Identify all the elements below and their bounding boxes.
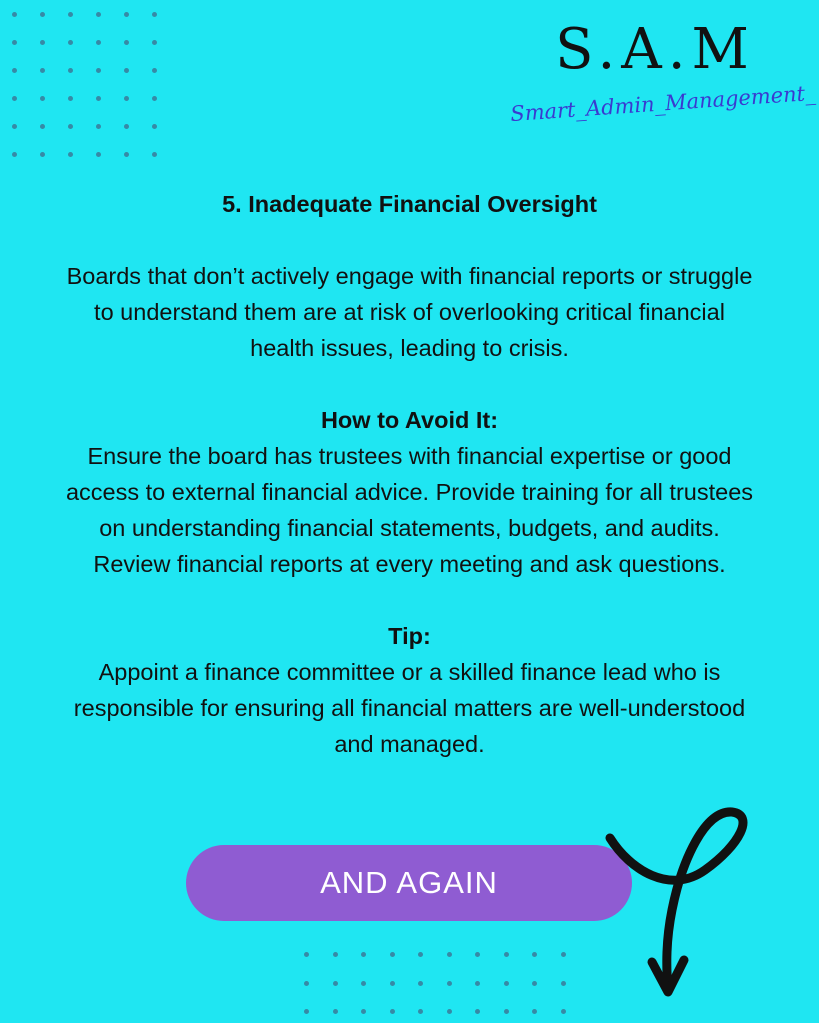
decor-dot <box>390 1009 395 1014</box>
decor-dot <box>68 40 73 45</box>
decor-dot <box>68 124 73 129</box>
decor-dot <box>124 40 129 45</box>
decor-dot <box>152 12 157 17</box>
decor-dot <box>390 981 395 986</box>
intro-paragraph: Boards that don’t actively engage with financial reports or struggle to understand them are at risk of overlooking critical financial health issues, leading to crisis. <box>66 263 753 361</box>
decor-dot <box>475 952 480 957</box>
decor-dot <box>40 96 45 101</box>
decor-dot <box>361 952 366 957</box>
avoid-paragraph: Ensure the board has trustees with financial expertise or good access to external financial advice. Provide training for all trustees on understanding financial statements, budgets, and audits. Review financial reports at every meeting and ask questions. <box>65 443 754 577</box>
decor-dot <box>96 152 101 157</box>
decor-dot <box>68 12 73 17</box>
decor-dot <box>12 12 17 17</box>
decor-dot <box>447 981 452 986</box>
decor-dot <box>96 68 101 73</box>
decor-dot <box>96 96 101 101</box>
avoid-heading: How to Avoid It: <box>320 407 499 433</box>
decor-dot <box>40 40 45 45</box>
decor-dot <box>40 124 45 129</box>
decor-dot <box>40 152 45 157</box>
decor-dot <box>333 981 338 986</box>
logo-wordmark: S.A.M <box>555 17 755 82</box>
decor-dot <box>40 68 45 73</box>
curly-arrow-down-icon <box>600 800 770 1000</box>
decor-dot <box>124 12 129 17</box>
decor-dot <box>12 124 17 129</box>
decor-dot <box>12 40 17 45</box>
decor-dot <box>475 1009 480 1014</box>
decor-dot <box>96 124 101 129</box>
decor-dot <box>68 96 73 101</box>
and-again-button-label: AND AGAIN <box>320 865 498 900</box>
tip-paragraph: Appoint a finance committee or a skilled finance lead who is responsible for ensuring all financial matters are well-understood and managed. <box>73 659 746 757</box>
decor-dot <box>361 981 366 986</box>
decor-dot <box>152 68 157 73</box>
decor-dot <box>504 1009 509 1014</box>
decor-dot <box>333 952 338 957</box>
decor-dot <box>561 952 566 957</box>
decor-dot <box>532 1009 537 1014</box>
brand-logo <box>509 17 817 127</box>
decor-dot <box>532 981 537 986</box>
decor-dot <box>40 12 45 17</box>
decor-dot <box>124 68 129 73</box>
decor-dot <box>68 152 73 157</box>
decor-dot <box>304 981 309 986</box>
decor-dot <box>333 1009 338 1014</box>
decor-dot <box>390 952 395 957</box>
decor-dot <box>361 1009 366 1014</box>
decor-dot <box>418 981 423 986</box>
article-body <box>60 186 759 762</box>
decor-dot <box>561 1009 566 1014</box>
decor-dot <box>96 40 101 45</box>
decor-dot <box>532 952 537 957</box>
decor-dot <box>504 952 509 957</box>
decor-dot <box>152 152 157 157</box>
decor-dot <box>12 68 17 73</box>
decor-dot <box>475 981 480 986</box>
decor-dot <box>96 12 101 17</box>
decor-dot <box>124 96 129 101</box>
decor-dot <box>304 1009 309 1014</box>
section-title: 5. Inadequate Financial Oversight <box>222 191 597 217</box>
decor-dot <box>504 981 509 986</box>
decor-dot <box>304 952 309 957</box>
decor-dot <box>447 952 452 957</box>
and-again-button[interactable] <box>186 845 632 921</box>
decor-dot <box>447 1009 452 1014</box>
decor-dot <box>152 124 157 129</box>
decor-dot <box>124 124 129 129</box>
decor-dot <box>418 952 423 957</box>
decor-dot <box>152 40 157 45</box>
decor-dot <box>418 1009 423 1014</box>
decor-dot <box>124 152 129 157</box>
tip-heading: Tip: <box>388 623 431 649</box>
logo-subtitle: Smart_Admin_Management_ <box>509 80 817 127</box>
decor-dot <box>12 152 17 157</box>
decor-dot <box>152 96 157 101</box>
decor-dot <box>12 96 17 101</box>
decor-dot <box>68 68 73 73</box>
decor-dot <box>561 981 566 986</box>
